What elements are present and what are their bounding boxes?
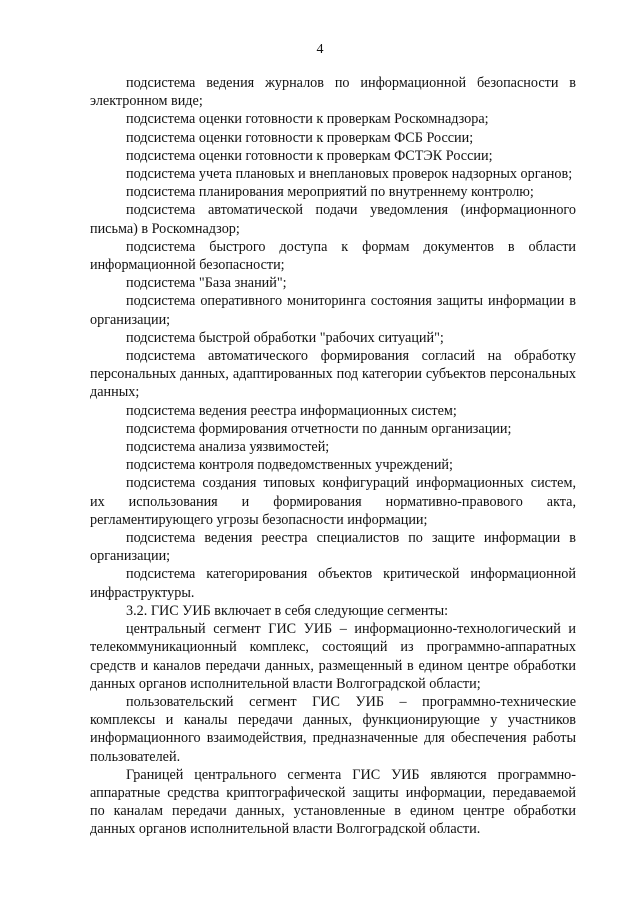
paragraph: подсистема оценки готовности к проверкам Роскомнадзора; — [126, 111, 489, 128]
paragraph: подсистема формирования отчетности по данным организации; — [126, 420, 512, 437]
paragraph: подсистема ведения журналов по информационной безопасности в электронном виде; — [90, 75, 576, 110]
paragraph: подсистема автоматической подачи уведомления (информационного письма) в Роскомнадзор; — [90, 202, 576, 237]
paragraph: Границей центрального сегмента ГИС УИБ являются программно-аппаратные средства криптографической защиты информации, передаваемой по каналам передачи данных, установленные в едином центре обработки данных органов исполнительной власти Волгоградской области. — [90, 766, 576, 838]
paragraph: подсистема оценки готовности к проверкам ФСТЭК России; — [126, 147, 493, 164]
paragraph: подсистема категорирования объектов критической информационной инфраструктуры. — [90, 566, 576, 601]
document-body — [90, 74, 576, 839]
paragraph: подсистема контроля подведомственных учреждений; — [126, 457, 453, 474]
section-heading: 3.2. ГИС УИБ включает в себя следующие сегменты: — [126, 602, 449, 619]
paragraph: подсистема ведения реестра специалистов по защите информации в организации; — [90, 530, 576, 565]
paragraph: подсистема планирования мероприятий по внутреннему контролю; — [126, 184, 534, 201]
paragraph: пользовательский сегмент ГИС УИБ – программно-технические комплексы и каналы передачи данных, функционирующие у участников информационного взаимодействия, предназначенные для обеспечения работы пользователей. — [90, 693, 576, 765]
paragraph: центральный сегмент ГИС УИБ – информационно-технологический и телекоммуникационный комплекс, состоящий из программно-аппаратных средств и каналов передачи данных, размещенный в едином центре обработки данных органов исполнительной власти Волгоградской области; — [90, 621, 576, 692]
paragraph: подсистема учета плановых и внеплановых проверок надзорных органов; — [126, 166, 573, 183]
page-number: 4 — [316, 42, 324, 57]
paragraph: подсистема оперативного мониторинга состояния защиты информации в организации; — [90, 293, 576, 328]
paragraph: подсистема создания типовых конфигураций информационных систем, их использования и формирования нормативно-правового акта, регламентирующего угрозы безопасности информации; — [90, 475, 576, 528]
paragraph: подсистема "База знаний"; — [126, 275, 287, 292]
paragraph: подсистема быстрого доступа к формам документов в области информационной безопасности; — [90, 238, 576, 274]
paragraph: подсистема автоматического формирования согласий на обработку персональных данных, адаптированных под категории субъектов персональных данных; — [90, 348, 576, 401]
paragraph: подсистема анализа уязвимостей; — [126, 439, 330, 456]
paragraph: подсистема оценки готовности к проверкам ФСБ России; — [126, 129, 474, 146]
paragraph: подсистема ведения реестра информационных систем; — [126, 402, 457, 419]
paragraph: подсистема быстрой обработки "рабочих ситуаций"; — [126, 329, 444, 346]
